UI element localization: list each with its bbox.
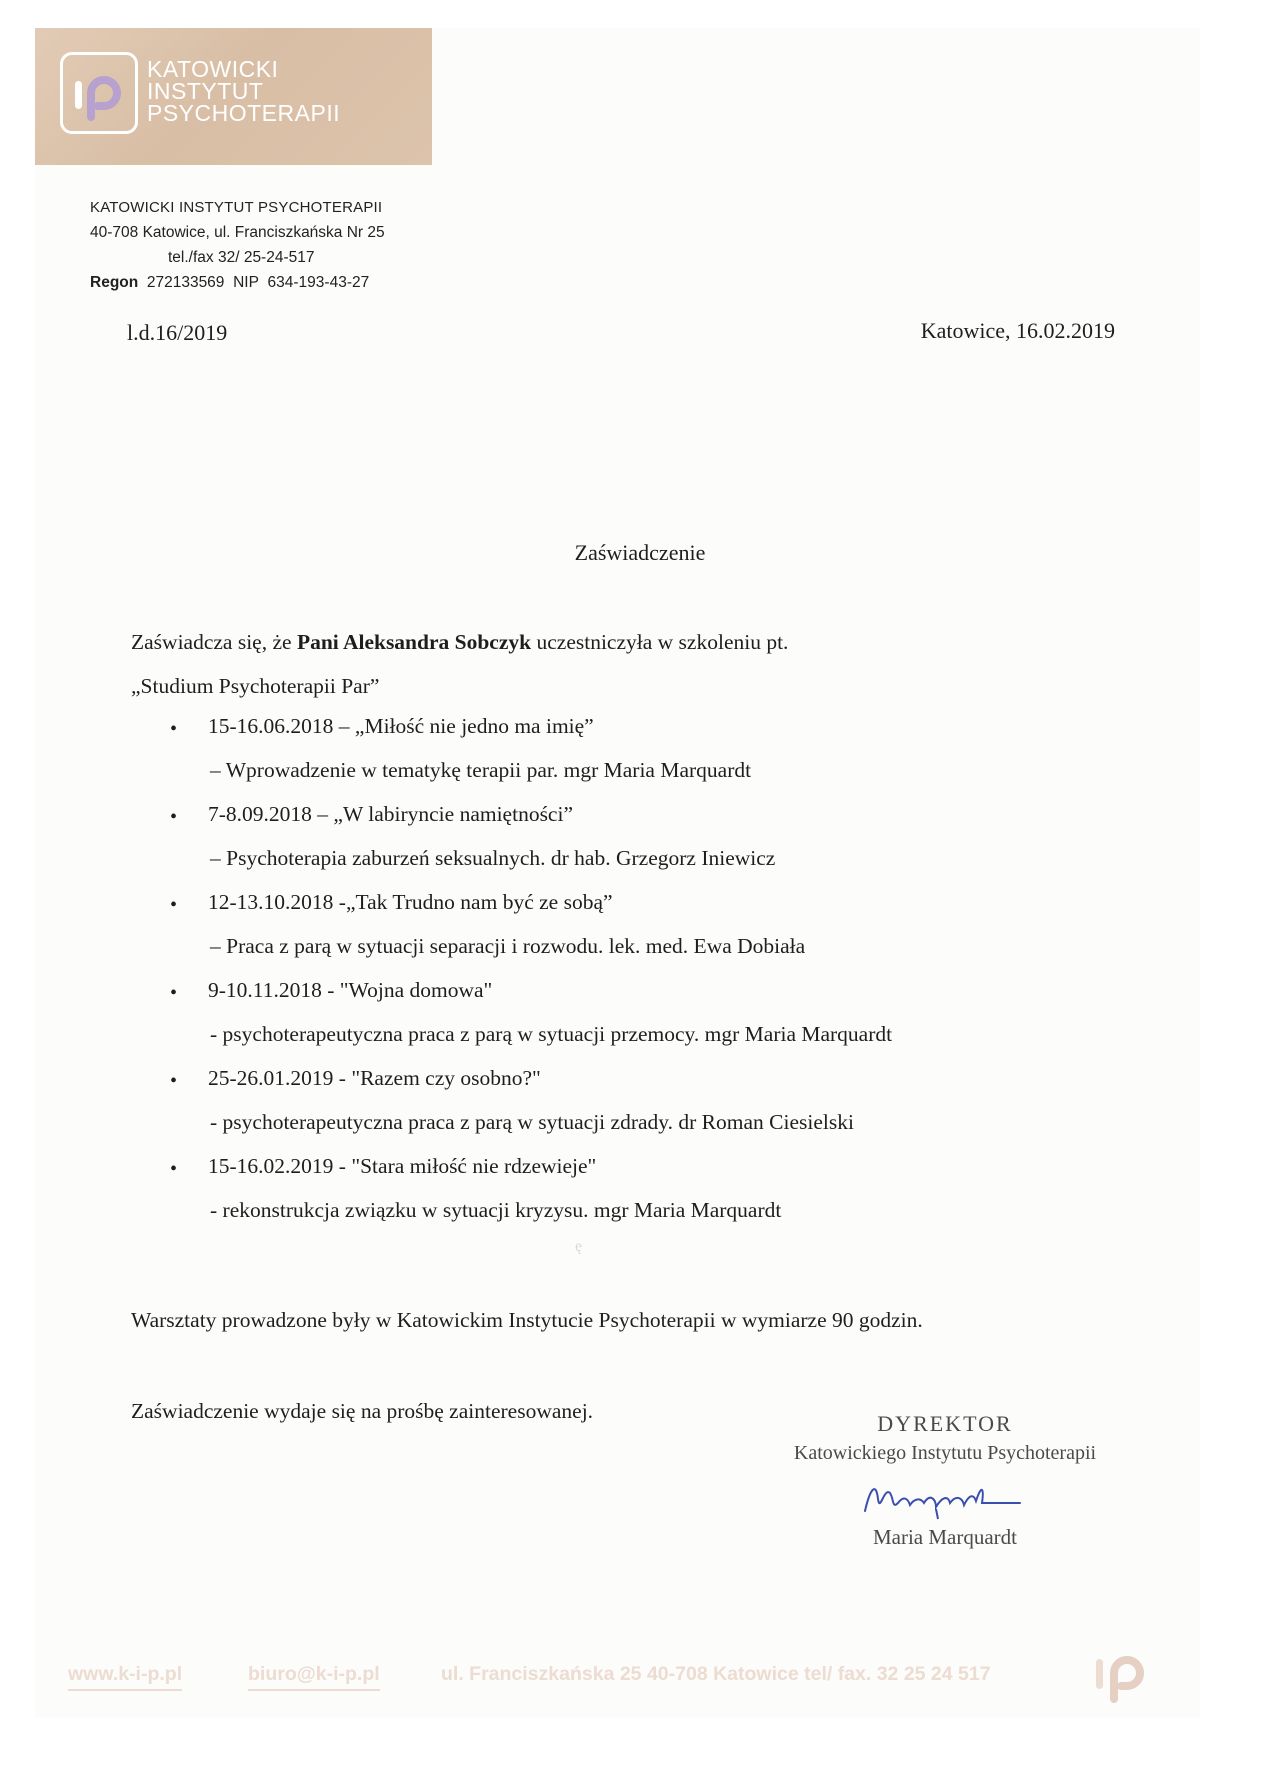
handwritten-signature bbox=[760, 1469, 1130, 1525]
logo-wordmark bbox=[147, 58, 340, 124]
session-date-title: 12-13.10.2018 -„Tak Trudno nam być ze sobą” bbox=[208, 890, 613, 914]
footer-website-link[interactable]: www.k-i-p.pl bbox=[68, 1663, 182, 1691]
session-description: – Praca z parą w sytuacji separacji i rozwodu. lek. med. Ewa Dobiała bbox=[210, 934, 806, 958]
session-date-title: 15-16.06.2018 – „Miłość nie jedno ma imię” bbox=[208, 714, 594, 738]
bullet-icon: • bbox=[170, 894, 178, 916]
regon-value: 272133569 bbox=[146, 274, 225, 291]
session-date-title: 9-10.11.2018 - "Wojna domowa" bbox=[208, 978, 493, 1002]
footer-address: ul. Franciszkańska 25 40-708 Katowice tel/ fax. 32 25 24 517 bbox=[441, 1663, 991, 1685]
request-note: Zaświadczenie wydaje się na prośbę zainteresowanej. bbox=[131, 1399, 594, 1423]
ip-logo-icon bbox=[60, 52, 138, 134]
session-description: - psychoterapeutyczna praca z parą w sytuacji przemocy. mgr Maria Marquardt bbox=[210, 1022, 893, 1046]
institute-phone: tel./fax 32/ 25-24-517 bbox=[168, 249, 315, 266]
footer-email-link[interactable]: biuro@k-i-p.pl bbox=[248, 1663, 380, 1691]
logo-line-1: KATOWICKI bbox=[147, 56, 279, 82]
institute-logo-banner bbox=[35, 28, 432, 165]
signatory-institution: Katowickiego Instytutu Psychoterapii bbox=[793, 1442, 1097, 1464]
intro-suffix: uczestniczyła w szkoleniu pt. bbox=[531, 630, 789, 654]
bullet-icon: • bbox=[170, 718, 178, 740]
signatory-name: Maria Marquardt bbox=[872, 1525, 1018, 1549]
bullet-icon: • bbox=[170, 1070, 178, 1092]
letterhead-address-block bbox=[90, 195, 420, 295]
session-date-title: 7-8.09.2018 – „W labiryncie namiętności” bbox=[208, 802, 573, 826]
nip-value: 634-193-43-27 bbox=[267, 274, 370, 291]
footer-ip-logo-icon bbox=[1092, 1645, 1150, 1708]
institute-name: KATOWICKI INSTYTUT PSYCHOTERAPII bbox=[90, 199, 383, 216]
session-date-title: 15-16.02.2019 - "Stara miłość nie rdzewieje" bbox=[208, 1154, 597, 1178]
institute-registry bbox=[90, 270, 420, 295]
session-description: – Psychoterapia zaburzeń seksualnych. dr hab. Grzegorz Iniewicz bbox=[210, 846, 776, 870]
reference-number: l.d.16/2019 bbox=[127, 320, 228, 345]
session-date-title: 25-26.01.2019 - "Razem czy osobno?" bbox=[208, 1066, 541, 1090]
nip-label: NIP bbox=[233, 274, 259, 291]
certificate-intro bbox=[131, 630, 788, 655]
intro-prefix: Zaświadcza się, że bbox=[131, 630, 297, 654]
document-title: Zaświadczenie bbox=[574, 540, 706, 565]
faint-mark: ę bbox=[575, 1238, 583, 1255]
session-description: – Wprowadzenie w tematykę terapii par. mgr Maria Marquardt bbox=[210, 758, 752, 782]
logo-line-2: INSTYTUT bbox=[147, 78, 264, 104]
regon-label: Regon bbox=[90, 274, 139, 291]
logo-line-3: PSYCHOTERAPII bbox=[147, 100, 341, 126]
bullet-icon: • bbox=[170, 1158, 178, 1180]
summary-statement: Warsztaty prowadzone były w Katowickim Instytucie Psychoterapii w wymiarze 90 godzin. bbox=[131, 1308, 923, 1332]
participant-name: Pani Aleksandra Sobczyk bbox=[296, 630, 532, 654]
bullet-icon: • bbox=[170, 806, 178, 828]
signatory-role: DYREKTOR bbox=[877, 1411, 1013, 1436]
document-date: Katowice, 16.02.2019 bbox=[920, 318, 1115, 343]
signature-block bbox=[760, 1411, 1130, 1550]
institute-address: 40-708 Katowice, ul. Franciszkańska Nr 25 bbox=[90, 224, 385, 241]
session-description: - psychoterapeutyczna praca z parą w sytuacji zdrady. dr Roman Ciesielski bbox=[210, 1110, 854, 1134]
course-name: „Studium Psychoterapii Par” bbox=[131, 674, 380, 698]
session-description: - rekonstrukcja związku w sytuacji kryzysu. mgr Maria Marquardt bbox=[210, 1198, 782, 1222]
bullet-icon: • bbox=[170, 982, 178, 1004]
